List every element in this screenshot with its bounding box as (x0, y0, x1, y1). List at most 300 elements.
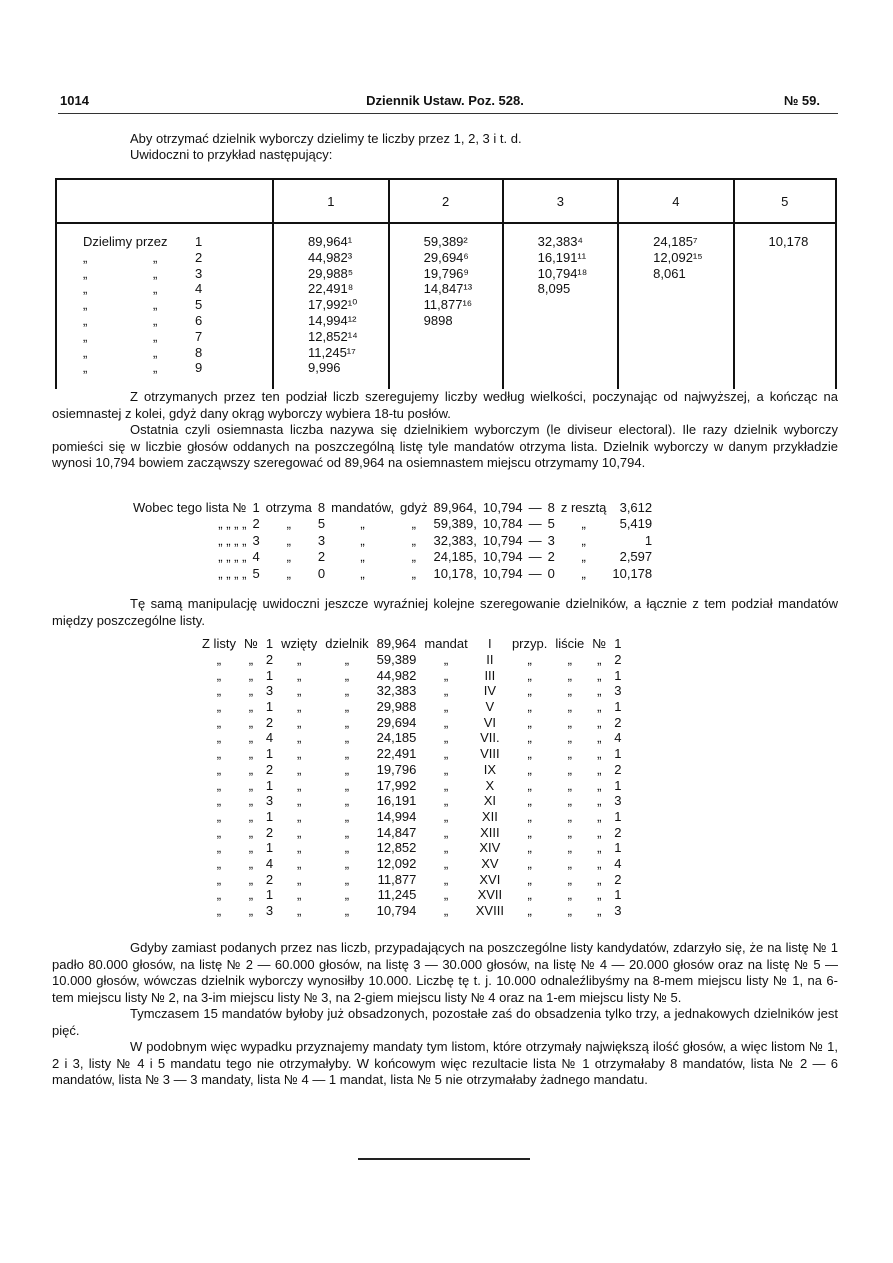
listing-word: „ (597, 808, 602, 824)
listing-word: „ (216, 699, 222, 715)
listing-word: „ (344, 683, 350, 699)
listing-mandate-number: XI (483, 793, 496, 809)
ditto-mark: „ (153, 328, 158, 344)
listing-word: „ (597, 903, 602, 919)
paragraph-example (52, 940, 838, 1089)
listing-word: „ (443, 840, 449, 856)
mandate-word: otrzyma (265, 499, 312, 515)
listing-word: mandat (424, 636, 468, 652)
listing-mandate-number: XII (481, 808, 498, 824)
listing-row (198, 667, 625, 683)
listing-word: „ (597, 667, 602, 683)
mandate-list-number: 2 (252, 516, 260, 532)
listing-word: „ (248, 730, 254, 746)
listing-word: „ (527, 730, 532, 746)
listing-word: № (592, 636, 607, 652)
listing-word: „ (297, 714, 302, 730)
listing-row (198, 777, 625, 793)
listing-divisor-value: 16,191 (376, 793, 417, 809)
listing-word: „ (216, 840, 222, 856)
ditto-mark: „ (83, 249, 88, 265)
mandate-word: „ (411, 516, 416, 532)
listing-mandate-number: VII. (480, 730, 500, 746)
listing-mandate-number: II (486, 652, 494, 668)
listing-word: „ (597, 714, 602, 730)
listing-divisor-value: 22,491 (376, 746, 417, 762)
mandate-row (130, 516, 655, 533)
listing-result-list: 1 (614, 887, 622, 903)
listing-word: „ (527, 855, 532, 871)
listing-word: „ (527, 683, 532, 699)
ditto-mark: „ (83, 265, 88, 281)
mandate-remainder: 2,597 (619, 549, 653, 565)
listing-word: „ (216, 683, 222, 699)
listing-list-number: 3 (265, 903, 274, 919)
mandate-word: „ (581, 532, 586, 548)
listing-word: „ (344, 761, 350, 777)
listing-row (198, 809, 625, 825)
mandate-divisor: 10,794 (482, 499, 523, 515)
listing-divisor-value: 12,092 (376, 855, 417, 871)
listing-word: „ (597, 683, 602, 699)
listing-word: „ (597, 730, 602, 746)
listing-result-list: 1 (614, 840, 622, 856)
listing-word: „ (216, 761, 222, 777)
listing-word: „ (248, 903, 254, 919)
listing-divisor-value: 32,383 (376, 683, 417, 699)
mandate-count: 8 (317, 499, 326, 515)
divisor-label-row (83, 250, 271, 266)
mandate-word: „ (360, 532, 365, 548)
listing-divisor-value: 17,992 (376, 777, 417, 793)
divisor-value: 5 (195, 297, 203, 313)
listing-word: „ (597, 761, 602, 777)
listing-word: Z listy (202, 636, 236, 652)
divisor-table (55, 178, 837, 389)
listing-result-list: 1 (614, 746, 622, 762)
paragraph-text: Z otrzymanych przez ten podział liczb szeregujemy liczby według wielkości, poczynając od najwyższej, a kończąc na osiemnastej z kolei, gdyż dany okrąg wyborczy wybiera 18-tu posłów. (52, 389, 838, 421)
listing-divisor-value: 24,185 (376, 730, 417, 746)
listing-mandate-number: XVII (477, 887, 503, 903)
listing-word: „ (216, 746, 222, 762)
listing-word: „ (248, 871, 254, 887)
listing-word: „ (567, 777, 572, 793)
divisor-value: 8 (195, 344, 203, 360)
listing-word: „ (297, 746, 302, 762)
listing-word: „ (344, 730, 350, 746)
listing-word: „ (443, 730, 449, 746)
listing-word: „ (344, 777, 350, 793)
listing-word: „ (597, 746, 602, 762)
listing-word: „ (216, 777, 222, 793)
listing-word: „ (597, 652, 602, 668)
listing-word: liście (555, 636, 585, 652)
mandate-votes: 32,383, (433, 532, 477, 548)
mandate-word: „ (581, 549, 586, 565)
quotient-value: 8,095 (537, 281, 571, 297)
quotient-value: 12,092¹⁵ (653, 249, 703, 265)
listing-mandate-number: IV (483, 683, 496, 699)
listing-word: „ (344, 667, 350, 683)
listing-word: „ (297, 840, 302, 856)
mandate-dash: — (528, 549, 542, 565)
listing-result-list: 4 (614, 730, 622, 746)
listing-row (198, 762, 625, 778)
divisor-value: 3 (195, 265, 203, 281)
quotient-value: 16,191¹¹ (537, 249, 587, 265)
listing-word: „ (297, 871, 302, 887)
listing-divisor-value: 14,994 (376, 808, 417, 824)
paragraph-text: Ostatnia czyli osiemnasta liczba nazywa się dzielnikiem wyborczym (le diviseur electoral). Ile razy dzielnik wyborczy pomieści się w liczbie głosów oddanych na poszczególną listę tyle mandatów otrzyma lista. Dzielnik wyborczy w danym przykładzie wynosi 10,794 bowiem zacząwszy szeregować od 89,964 na osiemnastem miejscu otrzymamy 10,794. (52, 422, 838, 470)
listing-word: „ (567, 903, 572, 919)
mandate-divisor: 10,794 (482, 549, 523, 565)
page-number: 1014 (60, 93, 89, 108)
ditto-mark: „ (83, 312, 88, 328)
ditto-mark: „ (83, 297, 88, 313)
listing-word: „ (297, 808, 302, 824)
listing-result-list: 4 (614, 855, 622, 871)
listing-word: „ (567, 761, 572, 777)
listing-list-number: 1 (265, 746, 274, 762)
mandate-dash: — (528, 516, 542, 532)
mandate-remainder: 1 (644, 532, 653, 548)
divisor-value: 1 (195, 234, 203, 249)
listing-list-number: 1 (265, 636, 274, 652)
listing-mandate-number: V (485, 699, 495, 715)
mandate-count: 0 (317, 565, 326, 581)
listing-word: „ (216, 793, 222, 809)
page-header (52, 93, 838, 113)
mandate-row (130, 499, 655, 516)
mandate-row (130, 549, 655, 566)
listing-word: „ (527, 824, 532, 840)
listing-word: „ (443, 746, 449, 762)
quotient-column-1 (273, 223, 389, 389)
listing-word: „ (527, 887, 532, 903)
ditto-mark: „ (153, 297, 158, 313)
listing-row (198, 903, 625, 919)
listing-word: „ (567, 887, 572, 903)
mandate-quotient: 0 (547, 565, 555, 581)
listing-word: „ (527, 903, 532, 919)
listing-word: „ (527, 777, 532, 793)
quotient-column-4 (618, 223, 733, 389)
listing-word: „ (248, 840, 254, 856)
mandate-lead: „ „ „ „ (218, 549, 247, 565)
quotient-column-5 (734, 223, 836, 389)
listing-word: „ (527, 699, 532, 715)
listing-word: „ (567, 652, 572, 668)
listing-word: „ (216, 871, 222, 887)
listing-word: „ (216, 667, 222, 683)
listing-divisor-value: 11,877 (377, 871, 417, 887)
divisor-value: 7 (195, 328, 203, 344)
listing-word: „ (567, 840, 572, 856)
quotient-value: 59,389² (423, 234, 468, 249)
listing-result-list: 1 (614, 667, 622, 683)
listing-result-list: 2 (614, 871, 622, 887)
mandate-list-number: 3 (252, 532, 260, 548)
mandate-row (130, 532, 655, 549)
divisor-label-row (83, 313, 271, 329)
listing-divisor-value: 10,794 (376, 903, 417, 919)
quotient-value: 12,852¹⁴ (308, 328, 358, 344)
listing-divisor-value: 44,982 (376, 667, 417, 683)
intro-text (130, 131, 522, 163)
listing-word: „ (344, 824, 350, 840)
header-rule (58, 113, 838, 114)
listing-word: „ (297, 777, 302, 793)
mandate-votes: 59,389, (433, 516, 477, 532)
listing-word: „ (344, 652, 350, 668)
listing-row (198, 840, 625, 856)
journal-title: Dziennik Ustaw. Poz. 528. (366, 93, 524, 108)
listing-mandate-number: I (488, 636, 492, 652)
listing-divisor-value: 14,847 (376, 824, 417, 840)
listing-list-number: 3 (265, 793, 274, 809)
listing-word: „ (443, 667, 449, 683)
mandate-dash: — (528, 499, 542, 515)
listing-list-number: 4 (265, 855, 274, 871)
listing-list-number: 2 (265, 652, 274, 668)
listing-row (198, 824, 625, 840)
paragraph-intro-listing (52, 596, 838, 629)
listing-word: „ (443, 903, 449, 919)
quotient-value: 44,982³ (308, 249, 353, 265)
ditto-mark: „ (153, 344, 158, 360)
intro-line: Aby otrzymać dzielnik wyborczy dzielimy te liczby przez 1, 2, 3 i t. d. (130, 131, 522, 146)
mandate-divisor: 10,784 (482, 516, 523, 532)
listing-word: „ (567, 667, 572, 683)
mandate-word: „ (411, 565, 416, 581)
quotient-value: 8,061 (653, 265, 686, 281)
mandate-listing-table (198, 636, 625, 918)
listing-word: „ (443, 699, 449, 715)
listing-mandate-number: VI (483, 714, 496, 730)
listing-word: „ (527, 871, 532, 887)
mandate-count: 2 (317, 549, 326, 565)
listing-word: „ (567, 793, 572, 809)
quotient-value: 10,178 (768, 234, 809, 249)
listing-word: „ (443, 871, 449, 887)
listing-word: „ (248, 793, 254, 809)
listing-word: „ (297, 652, 302, 668)
listing-row (198, 887, 625, 903)
listing-word: „ (344, 903, 350, 919)
listing-word: „ (248, 855, 254, 871)
quotient-value: 29,694⁶ (423, 249, 469, 265)
divisor-label-row (83, 345, 271, 361)
listing-word: „ (567, 855, 572, 871)
divisor-label-row (83, 281, 271, 297)
mandate-remainder: 3,612 (619, 499, 653, 515)
listing-word: „ (597, 824, 602, 840)
listing-word: „ (443, 824, 449, 840)
paragraph-ordering (52, 389, 838, 472)
listing-word: „ (248, 761, 254, 777)
ditto-mark: „ (83, 328, 88, 344)
listing-row (198, 871, 625, 887)
quotient-value: 9898 (423, 312, 453, 328)
listing-word: „ (297, 824, 302, 840)
quotient-value: 17,992¹⁰ (308, 297, 358, 313)
quotient-value: 22,491⁸ (308, 281, 354, 297)
quotient-column-2 (389, 223, 503, 389)
listing-word: „ (344, 746, 350, 762)
divisor-labels (56, 223, 273, 389)
listing-word: „ (527, 652, 532, 668)
listing-word: „ (597, 887, 602, 903)
listing-word: „ (443, 887, 449, 903)
mandate-word: „ (360, 565, 365, 581)
mandate-word: „ (286, 565, 291, 581)
ditto-mark: „ (153, 312, 158, 328)
listing-divisor-value: 59,389 (376, 652, 417, 668)
ditto-mark: „ (153, 265, 158, 281)
listing-word: „ (443, 714, 449, 730)
listing-word: „ (297, 887, 302, 903)
listing-row (198, 793, 625, 809)
mandate-votes: 10,178, (433, 565, 477, 581)
paragraph-text: Tę samą manipulację uwidoczni jeszcze wyraźniej kolejne szeregowanie dzielników, a łącznie z tem podział mandatów między poszczególne listy. (52, 596, 838, 628)
quotient-value: 29,988⁵ (308, 265, 354, 281)
listing-word: „ (567, 730, 572, 746)
listing-word: „ (443, 683, 449, 699)
listing-row (198, 699, 625, 715)
listing-word: „ (248, 683, 254, 699)
quotient-value: 89,964¹ (308, 234, 353, 249)
listing-result-list: 2 (614, 652, 622, 668)
listing-row (198, 714, 625, 730)
ditto-mark: „ (153, 281, 158, 297)
listing-word: „ (297, 730, 302, 746)
mandate-lead: Wobec tego lista № (133, 499, 247, 515)
listing-word: „ (567, 871, 572, 887)
divisor-label-row (83, 266, 271, 282)
table-header-col: 5 (734, 179, 836, 223)
listing-word: „ (216, 824, 222, 840)
listing-word: „ (297, 667, 302, 683)
listing-word: „ (344, 793, 350, 809)
listing-word: „ (443, 855, 449, 871)
listing-mandate-number: XVI (479, 871, 501, 887)
listing-word: „ (527, 808, 532, 824)
listing-word: „ (443, 808, 449, 824)
listing-result-list: 3 (614, 683, 622, 699)
divisor-label-row (83, 234, 271, 250)
listing-word: „ (527, 761, 532, 777)
listing-word: „ (344, 855, 350, 871)
divisor-label-row (83, 297, 271, 313)
mandate-word: „ (411, 549, 416, 565)
listing-result-list: 1 (614, 808, 622, 824)
listing-mandate-number: III (484, 667, 496, 683)
listing-word: „ (567, 824, 572, 840)
listing-divisor-value: 12,852 (376, 840, 417, 856)
mandate-list-number: 1 (252, 499, 260, 515)
mandate-quotient: 8 (547, 499, 555, 515)
listing-word: „ (216, 652, 222, 668)
listing-mandate-number: XIV (479, 840, 501, 856)
listing-word: „ (297, 903, 302, 919)
ditto-mark: „ (153, 360, 158, 376)
listing-word: „ (248, 777, 254, 793)
listing-word: „ (527, 793, 532, 809)
listing-mandate-number: IX (483, 761, 496, 777)
listing-list-number: 1 (265, 667, 274, 683)
mandate-divisor: 10,794 (482, 565, 523, 581)
mandate-lead: „ „ „ „ (218, 532, 247, 548)
table-header-col: 1 (273, 179, 389, 223)
listing-word: „ (567, 746, 572, 762)
mandate-word: „ (286, 532, 291, 548)
divisor-value: 4 (195, 281, 203, 297)
listing-word: „ (443, 793, 449, 809)
listing-word: przyp. (511, 636, 548, 652)
listing-word: „ (344, 714, 350, 730)
ditto-mark: „ (83, 344, 88, 360)
listing-list-number: 1 (265, 699, 274, 715)
listing-word: „ (216, 855, 222, 871)
divisor-value: 9 (195, 360, 203, 376)
listing-list-number: 3 (265, 683, 274, 699)
listing-mandate-number: X (485, 777, 495, 793)
listing-list-number: 1 (265, 840, 274, 856)
divisor-value: 2 (195, 249, 203, 265)
paragraph-text: Tymczasem 15 mandatów byłoby już obsadzonych, pozostałe zaś do obsadzenia tylko trzy, a jednakowych dzielników jest pięć. (52, 1006, 838, 1038)
listing-word: „ (344, 871, 350, 887)
listing-word: „ (344, 699, 350, 715)
listing-word: „ (443, 652, 449, 668)
paragraph-text: W podobnym więc wypadku przyznajemy mandaty tym listom, które otrzymały największą ilość głosów, a więc listom № 1, 2 i 3, listy № 4 i 5 mandatu tego nie otrzymałyby. W końcowym więc rezultacie lista № 1 otrzymałaby 8 mandatów, lista № 2 — 6 mandatów, lista № 3 — 3 mandaty, lista № 4 — 1 mandat, lista № 5 nie otrzymałaby żadnego mandatu. (52, 1039, 838, 1087)
listing-result-list: 2 (614, 761, 622, 777)
listing-word: „ (567, 714, 572, 730)
listing-word: „ (297, 855, 302, 871)
listing-word: „ (248, 887, 254, 903)
mandate-word: „ (411, 532, 416, 548)
listing-word: „ (248, 699, 254, 715)
quotient-column-3 (503, 223, 619, 389)
listing-mandate-number: XV (481, 855, 499, 871)
listing-row (198, 730, 625, 746)
quotient-value: 11,245¹⁷ (308, 344, 356, 360)
listing-word: „ (297, 699, 302, 715)
ditto-mark: „ (153, 249, 158, 265)
listing-word: „ (567, 808, 572, 824)
listing-list-number: 2 (265, 761, 274, 777)
quotient-value: 24,185⁷ (653, 234, 698, 249)
listing-mandate-number: XVIII (475, 903, 504, 919)
listing-word: „ (597, 871, 602, 887)
listing-row (198, 636, 625, 652)
mandate-quotient: 5 (547, 516, 555, 532)
listing-word: „ (297, 761, 302, 777)
mandate-dash: — (528, 565, 542, 581)
quotient-value: 19,796⁹ (423, 265, 469, 281)
listing-divisor-value: 11,245 (377, 887, 417, 903)
listing-result-list: 1 (614, 636, 622, 652)
quotient-value: 11,877¹⁶ (423, 297, 473, 313)
mandate-list-number: 4 (252, 549, 260, 565)
listing-row (198, 856, 625, 872)
mandate-quotient: 3 (547, 532, 555, 548)
listing-divisor-value: 19,796 (376, 761, 417, 777)
listing-result-list: 2 (614, 714, 622, 730)
paragraph-text: Gdyby zamiast podanych przez nas liczb, przypadających na poszczególne listy kandydatów, zdarzyło się, że na listę № 1 padło 80.000 głosów, na listę № 2 — 60.000 głosów, na listę 3 — 30.000 głosów, na listę № 4 — 20.000 głosów oraz na listę № 5 — 10.000 głosów, wówczas dzielnik wyborczy wynosiłby 10.000. Liczbę tę t. j. 10.000 odnaleźlibyśmy na 8-mem miejscu listy № 1, na 6-tem miejscu listy № 2, na 3-im miejscu listy № 3, na 2-giem miejscu listy № 4 oraz na 1-em miejscu listy № 5. (52, 940, 838, 1005)
listing-row (198, 683, 625, 699)
mandate-word: „ (581, 565, 586, 581)
quotient-value: 9,996 (308, 360, 341, 376)
